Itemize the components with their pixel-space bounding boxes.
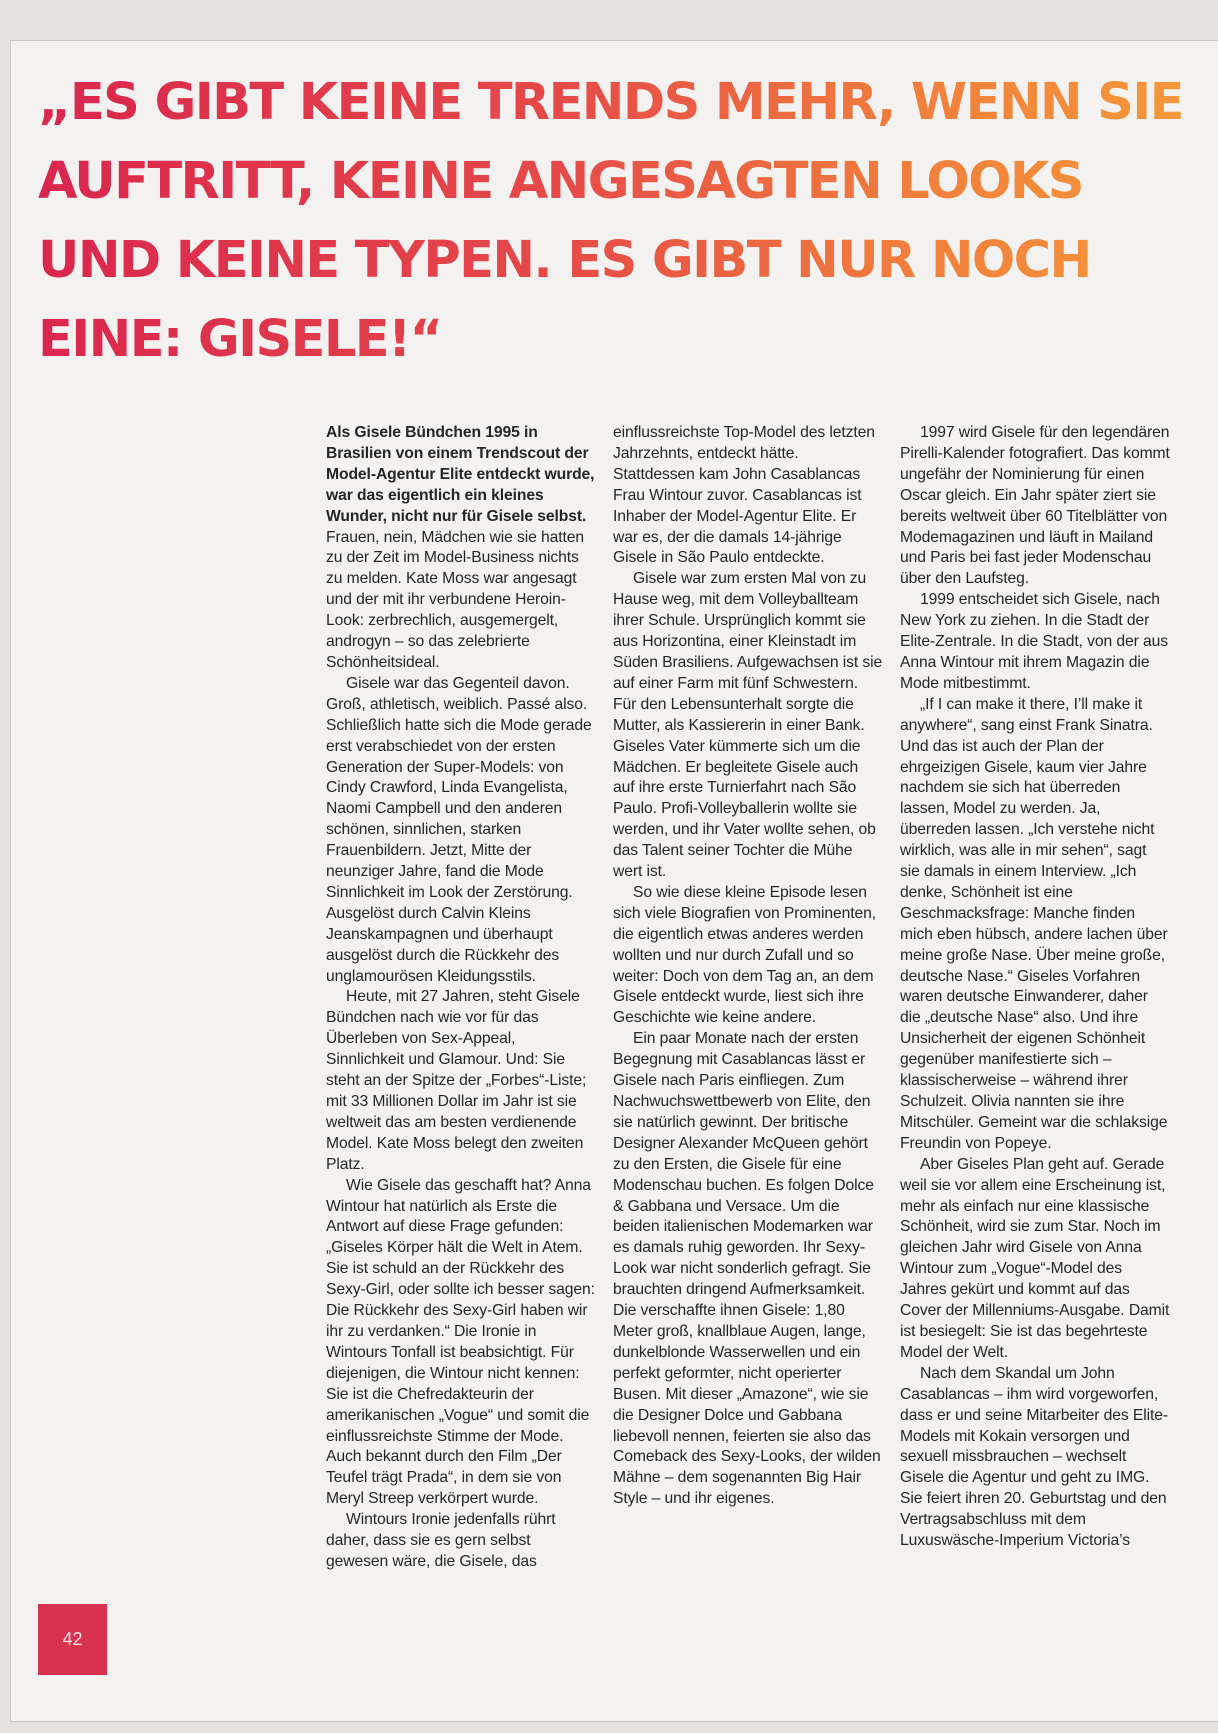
lead-rest: Frauen, nein, Mädchen wie sie hatten zu der Zeit im Model-Business nichts zu melden. Kate Moss war angesagt und der mit ihr verbundene Heroin-Look: zerbrechlich, ausgemergelt, androgyn – so das zelebrierte Schönheitsideal. <box>326 528 585 671</box>
page-number-badge <box>38 1604 107 1675</box>
paragraph: Wie Gisele das geschafft hat? Anna Wintour hat natürlich als Erste die Antwort auf diese Frage gefunden: „Giseles Körper hält die Welt in Atem. Sie ist schuld an der Rückkehr des Sexy-Girl, oder sollte ich besser sagen: Die Rückkehr des Sexy-Girl haben wir ihr zu verdanken.“ Die Ironie in Wintours Tonfall ist beabsichtigt. Für diejenigen, die Wintour nicht kennen: Sie ist die Chefredakteurin der amerikanischen „Vogue“ und somit die einflussreichste Stimme der Mode. Auch bekannt durch den Film „Der Teufel trägt Prada“, in dem sie von Meryl Streep verkörpert wurde. <box>326 1176 595 1508</box>
paragraph: „If I can make it there, I’ll make it anywhere“, sang einst Frank Sinatra. Und das ist auch der Plan der ehrgeizigen Gisele, kaum vier Jahre nachdem sie sich hat überreden lassen, Model zu werden. Ja, überreden lassen. „Ich verstehe nicht wirklich, was alle in mir sehen“, sagt sie damals in einem Interview. „Ich denke, Schönheit ist eine Geschmacksfrage: Manche finden mich eben hübsch, andere lachen über meine große Nase. Über meine große, deutsche Nase.“ Giseles Vorfahren waren deutsche Einwanderer, daher die „deutsche Nase“ also. Und ihre Unsicherheit der eigenen Schönheit gegenüber manifestierte sich – klassischerweise – während ihrer Schulzeit. Olivia nannten sie ihre Mitschüler. Gemeint war die schlaksige Freundin von Popeye. <box>900 695 1168 1152</box>
paragraph: 1999 entscheidet sich Gisele, nach New York zu ziehen. In die Stadt der Elite-Zentrale. In die Stadt, von der aus Anna Wintour mit ihrem Magazin die Mode mitbestimmt. <box>900 591 1168 692</box>
lead-paragraph <box>326 423 596 674</box>
paragraph: 1997 wird Gisele für den legendären Pirelli-Kalender fotografiert. Das kommt ungefähr der Nominierung für einen Oscar gleich. Ein Jahr später ziert sie bereits weltweit über 60 Titelblätter von Modemagazinen und läuft in Mailand und Paris bei fast jeder Modenschau über den Laufsteg. <box>900 424 1170 588</box>
paragraph: einflussreichste Top-Model des letzten Jahrzehnts, entdeckt hätte. Stattdessen kam John Casablancas Frau Wintour zuvor. Casablancas ist Inhaber der Model-Agentur Elite. Er war es, der die damals 14-jährige Gisele in São Paulo entdeckte. <box>613 424 875 567</box>
paragraph: Nach dem Skandal um John Casablancas – ihm wird vorgeworfen, dass er und seine Mitarbeiter des Elite-Models mit Kokain versorgen und sexuell missbrauchen – wechselt Gisele die Agentur und geht zu IMG. Sie feiert ihren 20. Geburtstag und den Vertragsabschluss mit dem Luxuswäsche-Imperium Victoria’s <box>900 1364 1169 1550</box>
paragraph: So wie diese kleine Episode lesen sich viele Biografien von Prominenten, die eigentlich etwas anderes werden wollten und nur durch Zufall und so weiter: Doch von dem Tag an, an dem Gisele entdeckt wurde, liest sich ihre Geschichte wie keine andere. <box>613 883 877 1027</box>
article-column-1 <box>326 423 596 1573</box>
magazine-page <box>10 40 1218 1722</box>
article-column-3 <box>900 423 1170 1552</box>
paragraph: Gisele war zum ersten Mal von zu Hause weg, mit dem Volleyballteam ihrer Schule. Ursprünglich kommt sie aus Horizontina, einer Kleinstadt im Süden Brasiliens. Aufgewachsen ist sie auf einer Farm mit fünf Schwestern. Für den Lebensunterhalt sorgte die Mutter, als Kassiererin in einer Bank. Giseles Vater kümmerte sich um die Mädchen. Er begleitete Gisele auch auf ihre erste Turnierfahrt nach São Paulo. Profi-Volleyballerin wollte sie werden, und ihr Vater wollte sehen, ob das Talent seiner Tochter die Mühe wert ist. <box>613 570 883 881</box>
article-column-2 <box>613 423 883 1510</box>
lead-text: Als Gisele Bündchen 1995 in Brasilien von einem Trendscout der Model-Agentur Elite entdeckt wurde, war das eigentlich ein kleines Wunder, nicht nur für Gisele selbst. <box>326 424 595 525</box>
paragraph: Heute, mit 27 Jahren, steht Gisele Bündchen nach wie vor für das Überleben von Sex-Appeal, Sinnlichkeit und Glamour. Und: Sie steht an der Spitze der „Forbes“-Liste; mit 33 Millionen Dollar im Jahr ist sie weltweit das am besten verdienende Model. Kate Moss belegt den zweiten Platz. <box>326 988 587 1173</box>
paragraph: Aber Giseles Plan geht auf. Gerade weil sie vor allem eine Erscheinung ist, mehr als einfach nur eine klassische Schönheit, wird sie zum Star. Noch im gleichen Jahr wird Gisele von Anna Wintour zum „Vogue“-Model des Jahres gekürt und kommt auf das Cover der Millenniums-Ausgabe. Damit ist besiegelt: Sie ist das begehrteste Model der Welt. <box>900 1155 1170 1361</box>
paragraph: Ein paar Monate nach der ersten Begegnung mit Casablancas lässt er Gisele nach Paris einfliegen. Zum Nachwuchswettbewerb von Elite, den sie natürlich gewinnt. Der britische Designer Alexander McQueen gehört zu den Ersten, die Gisele für eine Modenschau buchen. Es folgen Dolce & Gabbana und Versace. Um die beiden italienischen Modemarken war es damals ruhig geworden. Ihr Sexy-Look war nicht sonderlich gefragt. Sie brauchten dringend Aufmerksamkeit. Die verschaffte ihnen Gisele: 1,80 Meter groß, knallblaue Augen, lange, dunkelblonde Wasserwellen und ein perfekt geformter, nicht operierter Busen. Mit dieser „Amazone“, wie sie die Designer Dolce und Gabbana liebevoll nennen, feierten sie also das Comeback des Sexy-Looks, der wilden Mähne – dem sogenannten Big Hair Style – und ihr eigenes. <box>613 1030 881 1508</box>
page-number: 42 <box>62 1629 83 1649</box>
paragraph: Wintours Ironie jedenfalls rührt daher, dass sie es gern selbst gewesen wäre, die Gisele, das <box>326 1511 556 1570</box>
paragraph: Gisele war das Gegenteil davon. Groß, athletisch, weiblich. Passé also. Schließlich hatte sich die Mode gerade erst verabschiedet von der ersten Generation der Super-Models: von Cindy Crawford, Linda Evangelista, Naomi Campbell und den anderen schönen, sinnlichen, starken Frauenbildern. Jetzt, Mitte der neunziger Jahre, fand die Mode Sinnlichkeit im Look der Zerstörung. Ausgelöst durch Calvin Kleins Jeanskampagnen und überhaupt ausgelöst durch die Rückkehr des unglamourösen Kleidungsstils. <box>326 674 592 985</box>
headline: „ES GIBT KEINE TRENDS MEHR, WENN SIE AUFTRITT, KEINE ANGESAGTEN LOOKS UND KEINE TYPEN. ES GIBT NUR NOCH EINE: GISELE!“ <box>38 63 1198 379</box>
